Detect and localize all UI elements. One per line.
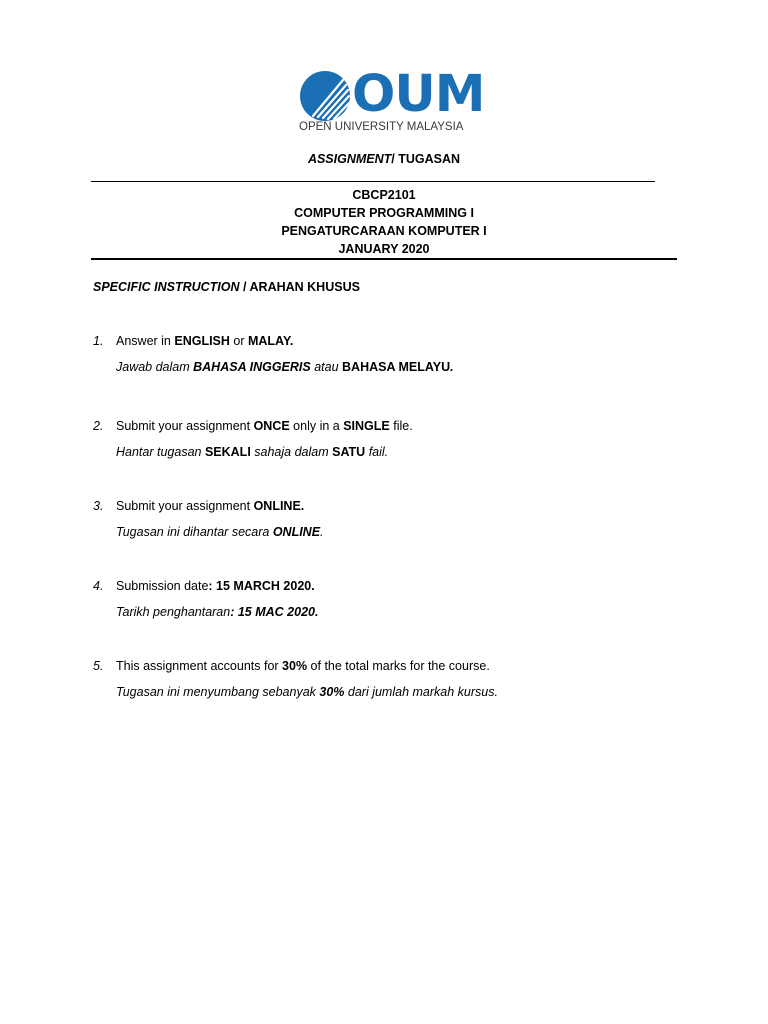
text-run: 30%	[282, 659, 308, 673]
text-run: atau	[310, 360, 343, 374]
course-title-ms: PENGATURCARAAN KOMPUTER I	[281, 224, 487, 238]
item-text-en	[116, 578, 315, 594]
item-text-en	[116, 498, 304, 514]
item-text-ms	[116, 524, 324, 540]
text-run: Hantar tugasan	[116, 445, 205, 459]
text-run: 30%	[319, 685, 345, 699]
text-run: sahaja dalam	[250, 445, 333, 459]
semester: JANUARY 2020	[338, 242, 430, 256]
text-run: Tugasan ini dihantar secara	[116, 525, 273, 539]
text-run: or	[229, 334, 248, 348]
text-run: of the total marks for the course.	[307, 659, 490, 673]
text-run: BAHASA INGGERIS	[193, 360, 311, 374]
item-number: 3.	[93, 499, 104, 513]
item-text-en	[116, 658, 490, 674]
heading-en: SPECIFIC INSTRUCTION	[93, 280, 240, 294]
item-text-ms	[116, 604, 318, 620]
top-divider	[91, 181, 655, 182]
text-run: This assignment accounts for	[116, 659, 283, 673]
oum-globe-icon	[299, 70, 351, 122]
heading-separator: /	[239, 280, 250, 294]
item-number: 5.	[93, 659, 104, 673]
item-text-en	[116, 333, 293, 349]
course-title-en: COMPUTER PROGRAMMING I	[294, 206, 474, 220]
text-run: Submission date	[116, 579, 209, 593]
text-run: Submit your assignment	[116, 419, 254, 433]
text-run: : 15 MAC 2020.	[230, 605, 319, 619]
item-number: 2.	[93, 419, 104, 433]
text-run: dari jumlah markah kursus.	[344, 685, 498, 699]
bottom-divider	[91, 258, 677, 260]
item-text-ms	[116, 684, 498, 700]
text-run: ONCE	[253, 419, 290, 433]
text-run: .	[450, 360, 454, 374]
text-run: file.	[389, 419, 413, 433]
text-run: SATU	[332, 445, 366, 459]
item-number: 1.	[93, 334, 104, 348]
text-run: .	[289, 334, 294, 348]
specific-instruction-heading	[93, 279, 360, 295]
course-code: CBCP2101	[352, 188, 416, 202]
text-run: Tarikh penghantaran	[116, 605, 231, 619]
item-text-ms	[116, 444, 388, 460]
item-number: 4.	[93, 579, 104, 593]
text-run: Jawab dalam	[116, 360, 194, 374]
text-run: Tugasan ini menyumbang sebanyak	[116, 685, 320, 699]
text-run: BAHASA MELAYU	[342, 360, 451, 374]
item-text-ms	[116, 359, 454, 375]
text-run: .	[320, 525, 324, 539]
text-run: SEKALI	[204, 445, 251, 459]
oum-logo	[299, 65, 485, 135]
text-run: Answer in	[116, 334, 175, 348]
assignment-title	[0, 151, 768, 167]
logo-subtitle: OPEN UNIVERSITY MALAYSIA	[299, 121, 464, 133]
text-run: ONLINE.	[253, 499, 305, 513]
text-run: MALAY	[247, 334, 290, 348]
item-text-en	[116, 418, 413, 434]
text-run: ENGLISH	[174, 334, 230, 348]
assignment-title-ms: TUGASAN	[398, 152, 461, 166]
text-run: : 15 MARCH 2020.	[208, 579, 315, 593]
logo-wordmark: OUM	[352, 65, 485, 124]
text-run: fail.	[365, 445, 389, 459]
text-run: ONLINE	[272, 525, 321, 539]
assignment-title-separator: /	[391, 152, 399, 166]
assignment-title-en: ASSIGNMENT	[307, 152, 392, 166]
text-run: SINGLE	[343, 419, 390, 433]
text-run: Submit your assignment	[116, 499, 254, 513]
heading-ms: ARAHAN KHUSUS	[249, 280, 360, 294]
text-run: only in a	[289, 419, 344, 433]
